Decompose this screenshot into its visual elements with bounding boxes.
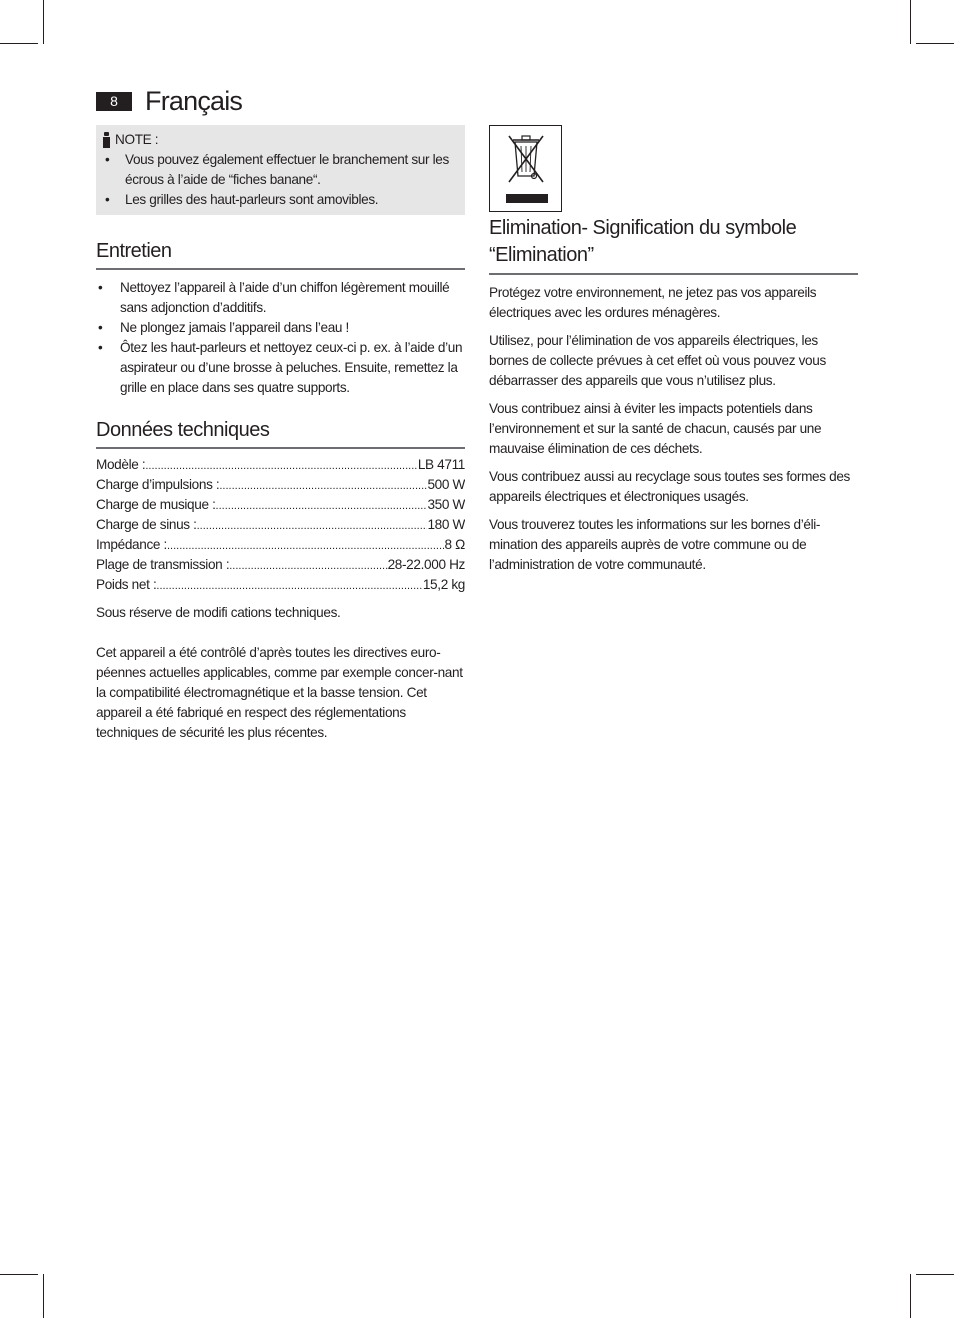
left-column xyxy=(96,125,465,743)
list-item: • Ne plongez jamais l’appareil dans l’eau ! xyxy=(96,318,465,338)
spec-row: Charge de musique : ..... 350 W xyxy=(96,495,465,515)
note-item: • Vous pouvez également effectuer le branchement sur les écrous à l’aide de “fiches banane“. xyxy=(102,150,453,190)
disposal-section xyxy=(489,215,858,575)
conformity-text: Cet appareil a été contrôlé d’après toutes les directives euro-péennes actuelles applicables, comme par exemple concer-nant la compatibilité électromagnétique et la basse tension. Cet appareil a été fabriqué en respect des réglementations techniques de sécurité les plus récentes. xyxy=(96,645,463,740)
specs-section xyxy=(96,418,465,743)
crop-mark-bottom-right-v xyxy=(910,1274,911,1318)
spec-row: Charge d’impulsions : ..... 500 W xyxy=(96,475,465,495)
maintenance-heading: Entretien xyxy=(96,239,465,270)
note-item: • Les grilles des haut-parleurs sont amovibles. xyxy=(102,190,453,210)
disposal-paragraph: Protégez votre environnement, ne jetez pas vos appareils électriques avec les ordures ménagères. xyxy=(489,285,817,320)
list-item: • Nettoyez l’appareil à l’aide d’un chiffon légèrement mouillé sans adjonction d’additifs. xyxy=(96,278,465,318)
disposal-paragraph: Vous contribuez ainsi à éviter les impacts potentiels dans l’environnement et sur la santé de chacun, causés par une mauvaise élimination de ces déchets. xyxy=(489,401,822,456)
crop-mark-bottom-left-v xyxy=(43,1274,44,1318)
list-item: • Ôtez les haut-parleurs et nettoyez ceux-ci p. ex. à l’aide d’un aspirateur ou d’une brosse à peluches. Ensuite, remettez la grille en place dans ses quatre supports. xyxy=(96,338,465,398)
disposal-heading: Elimination- Signification du symbole “Elimination” xyxy=(489,215,858,275)
spec-row: Poids net : ..... 15,2 kg xyxy=(96,575,465,595)
note-label: NOTE : xyxy=(115,132,159,147)
info-icon xyxy=(102,131,111,149)
spec-row: Impédance : ..... 8 Ω xyxy=(96,535,465,555)
crossed-out-wheelie-bin-icon xyxy=(489,125,562,212)
maintenance-list xyxy=(96,278,465,398)
spec-row: Charge de sinus : ..... 180 W xyxy=(96,515,465,535)
crop-mark-top-right-v xyxy=(910,0,911,44)
page-title: Français xyxy=(145,86,243,116)
specs-heading: Données techniques xyxy=(96,418,465,449)
note-box xyxy=(96,125,465,215)
page-number: 8 xyxy=(96,92,132,111)
right-column xyxy=(489,125,858,575)
disposal-paragraph: Vous contribuez aussi au recyclage sous toutes ses formes des appareils électriques et électroniques usagés. xyxy=(489,469,850,504)
crop-mark-bottom-right-h xyxy=(916,1274,954,1275)
crop-mark-bottom-left-h xyxy=(0,1274,38,1275)
spec-row: Plage de transmission : ..... 28-22.000 Hz xyxy=(96,555,465,575)
crop-mark-top-right-h xyxy=(916,43,954,44)
crop-mark-top-left-v xyxy=(43,0,44,44)
note-list xyxy=(102,150,453,210)
maintenance-section xyxy=(96,239,465,398)
disposal-paragraph: Utilisez, pour l’élimination de vos appareils électriques, les bornes de collecte prévues à cet effet où vous pouvez vous débarrasser des appareils que vous n’utilisez plus. xyxy=(489,333,826,388)
specs-table xyxy=(96,455,465,595)
disposal-paragraph: Vous trouverez toutes les informations sur les bornes d’éli-mination des appareils auprès de votre commune ou de l’administration de votre communauté. xyxy=(489,517,821,572)
spec-row: Modèle : ..... LB 4711 xyxy=(96,455,465,475)
reserve-note: Sous réserve de modifi cations techniques. xyxy=(96,605,341,620)
crop-mark-top-left-h xyxy=(0,43,38,44)
note-header xyxy=(102,130,453,150)
